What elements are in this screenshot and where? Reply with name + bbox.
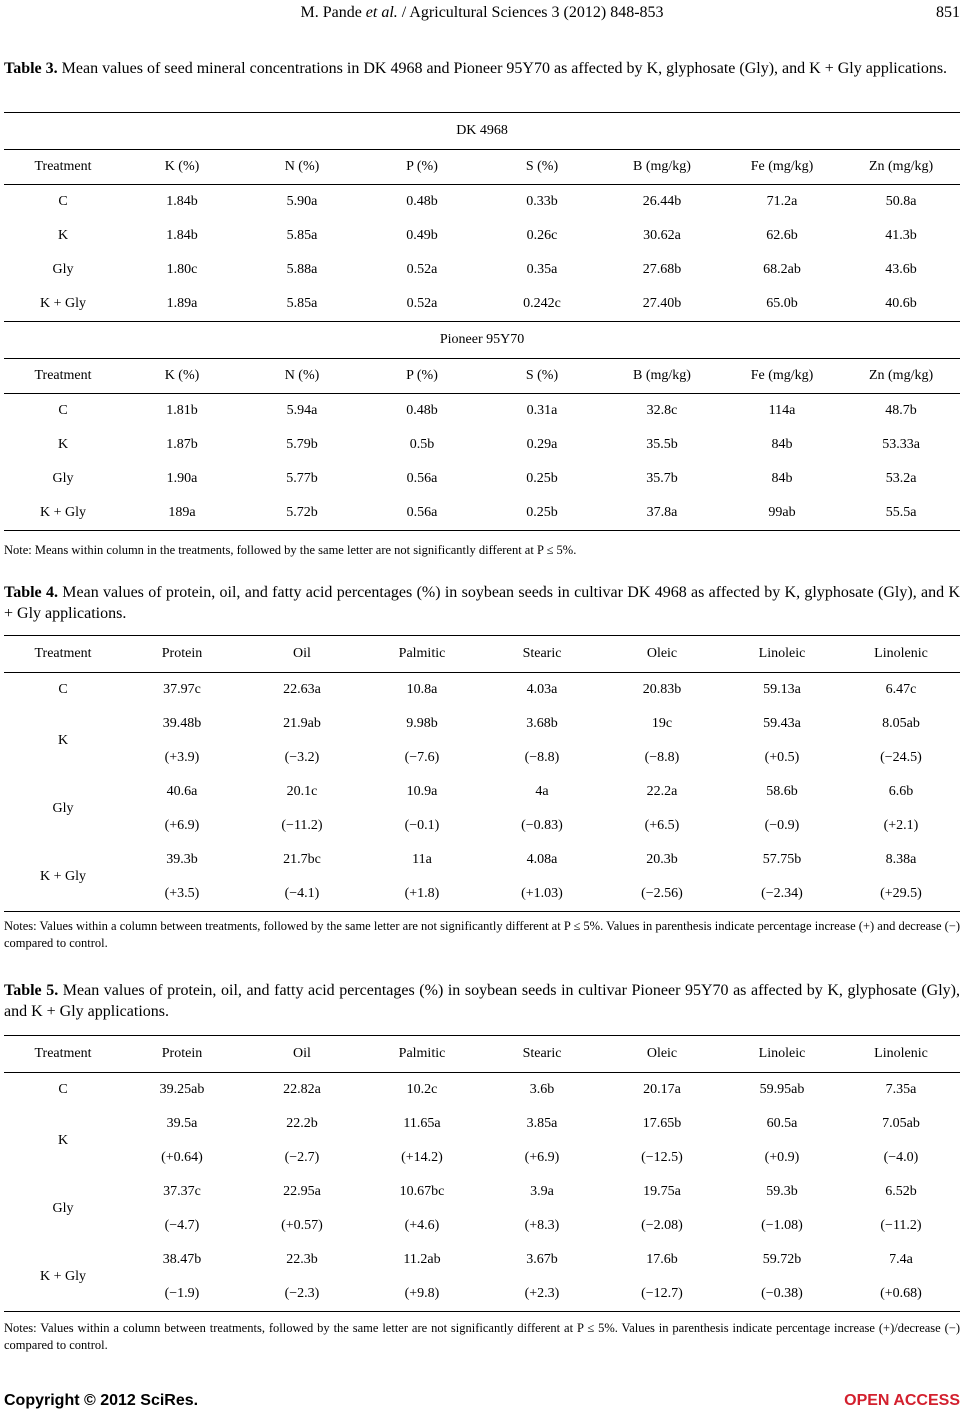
value-cell: 41.3b (885, 228, 917, 243)
percent-change-cell: (+3.5) (122, 877, 242, 912)
percent-change-cell: (+0.5) (764, 750, 800, 765)
treatment-cell: K + Gly (4, 496, 122, 531)
table5-column-header: Linolenic (842, 1036, 960, 1073)
value-cell: 39.5a (166, 1116, 198, 1131)
value-cell: 59.3b (766, 1184, 798, 1199)
value-cell: 4a (535, 784, 549, 799)
table3-column-header: P (%) (362, 359, 482, 394)
percent-change-cell: (−0.1) (404, 818, 440, 833)
percent-change-cell: (−1.9) (122, 1277, 242, 1312)
value-cell: 37.97c (163, 682, 201, 697)
table3-header-row (4, 150, 960, 185)
value-cell: 39.48b (162, 716, 202, 731)
table5-caption-text: Mean values of protein, oil, and fatty acid percentages (%) in soybean seeds in cultivar Pioneer 95Y70 as affected by K, glyphosate (Gly), and K + Gly applications. (4, 982, 960, 1020)
value-cell: 59.95ab (759, 1082, 805, 1097)
value-cell: 7.4a (889, 1252, 913, 1267)
value-cell: 0.56a (406, 471, 438, 486)
value-cell: 0.29a (526, 437, 558, 452)
value-cell: 27.68b (642, 262, 682, 277)
value-cell: 53.2a (885, 471, 917, 486)
value-cell: 1.84b (166, 194, 198, 209)
table5-header-row (4, 1036, 960, 1073)
treatment-cell: K (57, 228, 69, 243)
value-cell: 5.79b (286, 437, 318, 452)
value-cell: 5.85a (286, 228, 318, 243)
value-cell: 0.52a (362, 287, 482, 322)
percent-change-cell: (−11.2) (880, 1218, 922, 1233)
value-cell: 5.94a (286, 403, 318, 418)
value-cell: 21.9ab (283, 716, 321, 731)
percent-change-cell: (−8.8) (644, 750, 680, 765)
value-cell: 0.5b (409, 437, 435, 452)
value-cell: 10.2c (406, 1082, 438, 1097)
value-cell: 11a (412, 852, 432, 867)
value-cell: 38.47b (162, 1252, 202, 1267)
value-cell: 114a (768, 403, 796, 418)
table5-caption (4, 980, 960, 1022)
percent-change-cell: (+29.5) (842, 877, 960, 912)
value-cell: 1.89a (122, 287, 242, 322)
percent-change-cell: (+8.3) (524, 1218, 560, 1233)
value-cell: 84b (771, 437, 793, 452)
value-cell: 20.1c (286, 784, 318, 799)
percent-change-cell: (−1.08) (761, 1218, 803, 1233)
table3-label: Table 3. (4, 60, 58, 77)
value-cell: 19.75a (643, 1184, 681, 1199)
table-row-change (4, 1141, 960, 1175)
running-title: M. Pande et al. / Agricultural Sciences 3 (2012) 848-853 (300, 4, 664, 21)
table3-group-dk4968: DK 4968 (4, 113, 960, 150)
value-cell: 65.0b (722, 287, 842, 322)
value-cell: 22.3b (286, 1252, 318, 1267)
value-cell: 6.6b (888, 784, 914, 799)
percent-change-cell: (+14.2) (401, 1150, 443, 1165)
value-cell: 35.5b (646, 437, 678, 452)
percent-change-cell: (−2.56) (602, 877, 722, 912)
percent-change-cell: (−8.8) (524, 750, 560, 765)
page-number: 851 (936, 4, 960, 21)
value-cell: 22.2a (646, 784, 678, 799)
treatment-cell: Gly (52, 471, 74, 486)
value-cell: 21.7bc (283, 852, 321, 867)
value-cell: 0.56a (362, 496, 482, 531)
percent-change-cell: (−4.0) (883, 1150, 919, 1165)
table5-label: Table 5. (4, 982, 59, 999)
percent-change-cell: (+1.8) (362, 877, 482, 912)
table3-column-header: K (%) (122, 150, 242, 185)
value-cell: 22.82a (283, 1082, 321, 1097)
value-cell: 59.43a (763, 716, 801, 731)
value-cell: 6.52b (885, 1184, 917, 1199)
value-cell: 6.47c (885, 682, 917, 697)
table3-caption (4, 58, 960, 79)
percent-change-cell: (+0.57) (281, 1218, 323, 1233)
percent-change-cell: (−2.3) (242, 1277, 362, 1312)
value-cell: 0.33b (526, 194, 558, 209)
value-cell: 35.7b (646, 471, 678, 486)
table3-column-header: S (%) (482, 359, 602, 394)
table-row-change (4, 1277, 960, 1312)
value-cell: 37.8a (602, 496, 722, 531)
percent-change-cell: (−2.08) (641, 1218, 683, 1233)
value-cell: 1.81b (166, 403, 198, 418)
table5-column-header: Stearic (482, 1036, 602, 1073)
value-cell: 60.5a (766, 1116, 798, 1131)
copyright-footer: Copyright © 2012 SciRes. (4, 1392, 199, 1409)
value-cell: 5.72b (242, 496, 362, 531)
value-cell: 30.62a (643, 228, 681, 243)
table4-caption-text: Mean values of protein, oil, and fatty acid percentages (%) in soybean seeds in cultivar DK 4968 as affected by K, glyphosate (Gly), and K + Gly applications. (4, 584, 960, 622)
value-cell: 3.67b (526, 1252, 558, 1267)
table4-column-header: Oleic (602, 636, 722, 673)
treatment-cell: K (57, 1133, 69, 1148)
percent-change-cell: (−11.2) (281, 818, 323, 833)
value-cell: 1.90a (166, 471, 198, 486)
running-head (0, 4, 964, 26)
table4-note: Notes: Values within a column between treatments, followed by the same letter are not significantly different at P ≤ 5%. Values in parenthesis indicate percentage increase (+) and decrease (−) compared to control. (4, 919, 960, 950)
value-cell: 0.25b (482, 496, 602, 531)
table-row (4, 394, 960, 429)
treatment-cell: C (58, 682, 68, 697)
table-row (4, 1073, 960, 1108)
treatment-cell: K + Gly (4, 843, 122, 912)
treatment-cell: K (57, 733, 69, 748)
value-cell: 7.05ab (882, 1116, 920, 1131)
value-cell: 3.68b (526, 716, 558, 731)
percent-change-cell: (+6.9) (164, 818, 200, 833)
table5 (4, 1035, 960, 1312)
table3-group-pioneer: Pioneer 95Y70 (4, 322, 960, 359)
table4-caption (4, 582, 960, 624)
table3-column-header: N (%) (242, 359, 362, 394)
value-cell: 99ab (722, 496, 842, 531)
table-row (4, 253, 960, 287)
value-cell: 5.77b (286, 471, 318, 486)
table4-column-header: Stearic (482, 636, 602, 673)
value-cell: 10.9a (406, 784, 438, 799)
percent-change-cell: (+6.9) (524, 1150, 560, 1165)
table4-column-header: Treatment (4, 636, 122, 673)
table3-column-header: B (mg/kg) (602, 150, 722, 185)
value-cell: 50.8a (885, 194, 917, 209)
percent-change-cell: (−2.34) (722, 877, 842, 912)
table3-group-pioneer-row (4, 322, 960, 359)
percent-change-cell: (+0.64) (161, 1150, 203, 1165)
value-cell: 84b (771, 471, 793, 486)
table3-column-header: Fe (mg/kg) (722, 150, 842, 185)
value-cell: 48.7b (885, 403, 917, 418)
table3-column-header: Fe (mg/kg) (722, 359, 842, 394)
table-row (4, 673, 960, 708)
treatment-cell: K + Gly (4, 287, 122, 322)
table-row (4, 1243, 960, 1277)
table3-column-header: P (%) (362, 150, 482, 185)
table3-column-header: Zn (mg/kg) (842, 150, 960, 185)
treatment-cell: C (58, 194, 68, 209)
value-cell: 0.49b (406, 228, 438, 243)
value-cell: 71.2a (766, 194, 798, 209)
value-cell: 8.05ab (882, 716, 920, 731)
table3-column-header: N (%) (242, 150, 362, 185)
table-row (4, 1107, 960, 1141)
value-cell: 3.6b (529, 1082, 555, 1097)
value-cell: 11.2ab (403, 1252, 441, 1267)
table3-header-row (4, 359, 960, 394)
value-cell: 20.3b (646, 852, 678, 867)
percent-change-cell: (+4.6) (404, 1218, 440, 1233)
treatment-cell: Gly (52, 1201, 74, 1216)
value-cell: 0.31a (526, 403, 558, 418)
percent-change-cell: (−4.1) (242, 877, 362, 912)
value-cell: 20.17a (643, 1082, 681, 1097)
value-cell: 1.87b (166, 437, 198, 452)
value-cell: 37.37c (163, 1184, 201, 1199)
percent-change-cell: (+0.68) (842, 1277, 960, 1312)
value-cell: 40.6b (842, 287, 960, 322)
table-row-change (4, 1209, 960, 1243)
percent-change-cell: (−0.38) (722, 1277, 842, 1312)
value-cell: 0.26c (526, 228, 558, 243)
treatment-cell: Gly (52, 262, 74, 277)
table3-column-header: K (%) (122, 359, 242, 394)
percent-change-cell: (+2.3) (482, 1277, 602, 1312)
value-cell: 1.80c (166, 262, 198, 277)
table3-column-header: Treatment (4, 150, 122, 185)
value-cell: 43.6b (885, 262, 917, 277)
open-access-badge: OPEN ACCESS (844, 1392, 960, 1409)
value-cell: 59.13a (763, 682, 801, 697)
percent-change-cell: (−2.7) (284, 1150, 320, 1165)
table5-column-header: Palmitic (362, 1036, 482, 1073)
value-cell: 17.65b (642, 1116, 682, 1131)
percent-change-cell: (−0.9) (764, 818, 800, 833)
table5-column-header: Protein (122, 1036, 242, 1073)
treatment-cell: K + Gly (4, 1243, 122, 1312)
percent-change-cell: (+2.1) (883, 818, 919, 833)
percent-change-cell: (−24.5) (880, 750, 922, 765)
table-row (4, 185, 960, 220)
value-cell: 8.38a (885, 852, 917, 867)
table-row (4, 219, 960, 253)
percent-change-cell: (+6.5) (644, 818, 680, 833)
value-cell: 19c (651, 716, 673, 731)
value-cell: 22.2b (286, 1116, 318, 1131)
treatment-cell: C (58, 1082, 68, 1097)
value-cell: 4.03a (526, 682, 558, 697)
table-row-change (4, 741, 960, 775)
table-row (4, 428, 960, 462)
value-cell: 32.8c (646, 403, 678, 418)
table4-column-header: Linoleic (722, 636, 842, 673)
value-cell: 5.90a (286, 194, 318, 209)
table3-note: Note: Means within column in the treatments, followed by the same letter are not significantly different at P ≤ 5%. (4, 543, 577, 557)
value-cell: 0.48b (406, 403, 438, 418)
table4-header-row (4, 636, 960, 673)
value-cell: 5.85a (242, 287, 362, 322)
table3-column-header: S (%) (482, 150, 602, 185)
value-cell: 0.242c (482, 287, 602, 322)
table-row (4, 707, 960, 741)
percent-change-cell: (−4.7) (164, 1218, 200, 1233)
percent-change-cell: (−12.5) (641, 1150, 683, 1165)
value-cell: 3.85a (526, 1116, 558, 1131)
table3 (4, 112, 960, 531)
value-cell: 53.33a (882, 437, 920, 452)
value-cell: 57.75b (762, 852, 802, 867)
table4-column-header: Linolenic (842, 636, 960, 673)
percent-change-cell: (+9.8) (362, 1277, 482, 1312)
value-cell: 9.98b (406, 716, 438, 731)
percent-change-cell: (−0.83) (521, 818, 563, 833)
value-cell: 5.88a (286, 262, 318, 277)
table-row (4, 496, 960, 531)
value-cell: 40.6a (166, 784, 198, 799)
table4-column-header: Palmitic (362, 636, 482, 673)
table-row (4, 1175, 960, 1209)
table5-column-header: Linoleic (722, 1036, 842, 1073)
value-cell: 27.40b (602, 287, 722, 322)
value-cell: 59.72b (762, 1252, 802, 1267)
value-cell: 55.5a (842, 496, 960, 531)
value-cell: 68.2ab (763, 262, 801, 277)
table4-label: Table 4. (4, 584, 58, 601)
table3-group-dk4968-row (4, 113, 960, 150)
table-row (4, 462, 960, 496)
value-cell: 11.65a (403, 1116, 441, 1131)
table4-column-header: Oil (242, 636, 362, 673)
value-cell: 58.6b (766, 784, 798, 799)
value-cell: 62.6b (766, 228, 798, 243)
table-row-change (4, 809, 960, 843)
percent-change-cell: (+1.03) (482, 877, 602, 912)
table5-column-header: Oil (242, 1036, 362, 1073)
percent-change-cell: (−3.2) (284, 750, 320, 765)
treatment-cell: K (57, 437, 69, 452)
value-cell: 39.25ab (159, 1082, 205, 1097)
treatment-cell: Gly (52, 801, 74, 816)
value-cell: 22.63a (283, 682, 321, 697)
percent-change-cell: (+3.9) (164, 750, 200, 765)
value-cell: 10.8a (406, 682, 438, 697)
table3-column-header: B (mg/kg) (602, 359, 722, 394)
value-cell: 0.35a (526, 262, 558, 277)
table-row (4, 287, 960, 322)
table-row-change (4, 877, 960, 912)
value-cell: 39.3b (166, 852, 198, 867)
value-cell: 189a (122, 496, 242, 531)
percent-change-cell: (+0.9) (764, 1150, 800, 1165)
value-cell: 17.6b (646, 1252, 678, 1267)
value-cell: 26.44b (642, 194, 682, 209)
value-cell: 1.84b (166, 228, 198, 243)
table5-column-header: Oleic (602, 1036, 722, 1073)
table5-note: Notes: Values within a column between treatments, followed by the same letter are not significantly different at P ≤ 5%. Values in parenthesis indicate percentage increase (+)/decrease (−) compared to control. (4, 1321, 960, 1352)
table4 (4, 635, 960, 912)
value-cell: 22.95a (283, 1184, 321, 1199)
table3-column-header: Zn (mg/kg) (842, 359, 960, 394)
value-cell: 0.52a (406, 262, 438, 277)
table5-column-header: Treatment (4, 1036, 122, 1073)
value-cell: 3.9a (530, 1184, 554, 1199)
value-cell: 0.48b (406, 194, 438, 209)
percent-change-cell: (−12.7) (602, 1277, 722, 1312)
value-cell: 0.25b (526, 471, 558, 486)
table3-caption-text: Mean values of seed mineral concentrations in DK 4968 and Pioneer 95Y70 as affected by K, glyphosate (Gly), and K + Gly applications. (57, 60, 948, 77)
table4-column-header: Protein (122, 636, 242, 673)
value-cell: 10.67bc (399, 1184, 445, 1199)
value-cell: 7.35a (885, 1082, 917, 1097)
treatment-cell: C (58, 403, 68, 418)
table-row (4, 775, 960, 809)
value-cell: 20.83b (642, 682, 682, 697)
percent-change-cell: (−7.6) (404, 750, 440, 765)
table-row (4, 843, 960, 877)
value-cell: 4.08a (526, 852, 558, 867)
table3-column-header: Treatment (4, 359, 122, 394)
